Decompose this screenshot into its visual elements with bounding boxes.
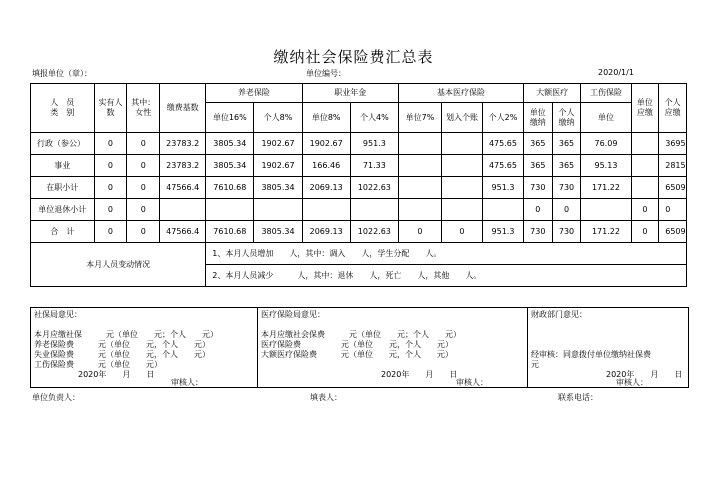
table-cell xyxy=(398,155,441,177)
table-cell: 475.65 xyxy=(482,155,523,177)
col-major-medical: 大额医疗 xyxy=(523,84,580,103)
table-cell: 1902.67 xyxy=(302,133,350,155)
medical-bureau-section xyxy=(257,307,528,388)
table-cell: 6509 xyxy=(659,221,687,243)
table-row xyxy=(31,199,687,221)
col-unit-due: 单位 应缴 xyxy=(631,84,659,133)
table-cell: 1022.63 xyxy=(350,221,398,243)
table-cell: 0 xyxy=(94,155,127,177)
table-cell: 3805.34 xyxy=(254,221,302,243)
table-cell: 730 xyxy=(552,221,581,243)
table-cell: 365 xyxy=(552,155,581,177)
table-cell xyxy=(350,199,398,221)
table-cell xyxy=(254,199,302,221)
social-bureau-section xyxy=(30,307,258,388)
table-cell: 2069.13 xyxy=(302,221,350,243)
phone-label: 联系电话： xyxy=(558,393,598,402)
col-medical-personal: 个人2% xyxy=(482,103,523,133)
medical-bureau-line: 医疗保险费 元（单位 元，个人 元） xyxy=(261,340,453,349)
table-cell xyxy=(441,133,482,155)
table-cell: 76.09 xyxy=(581,133,631,155)
table-cell: 6509 xyxy=(659,177,687,199)
changes-label: 本月人员变动情况 xyxy=(31,243,206,287)
table-cell xyxy=(398,199,441,221)
social-bureau-reviewer: 审核人： xyxy=(171,378,203,387)
row-category: 在职小计 xyxy=(31,177,95,199)
table-cell: 0 xyxy=(127,199,160,221)
table-cell: 47566.4 xyxy=(160,177,206,199)
table-cell: 3805.34 xyxy=(254,177,302,199)
table-cell: 0 xyxy=(523,199,552,221)
table-cell: 730 xyxy=(523,221,552,243)
col-base: 缴费基数 xyxy=(160,84,206,133)
finance-reviewer: 审核人： xyxy=(616,378,648,387)
table-cell xyxy=(441,177,482,199)
table-cell xyxy=(631,155,659,177)
table-cell: 23783.2 xyxy=(160,155,206,177)
col-annuity-unit: 单位8% xyxy=(302,103,350,133)
col-major-personal: 个人 缴纳 xyxy=(552,103,581,133)
table-cell: 0 xyxy=(127,221,160,243)
row-category: 行政（参公） xyxy=(31,133,95,155)
table-row xyxy=(31,155,687,177)
col-female: 其中： 女性 xyxy=(127,84,160,133)
table-cell: 95.13 xyxy=(581,155,631,177)
table-cell: 0 xyxy=(659,199,687,221)
table-row xyxy=(31,221,687,243)
table-cell xyxy=(441,199,482,221)
social-bureau-line: 工伤保险费 元（单位 元） xyxy=(34,360,162,369)
table-cell: 951.3 xyxy=(350,133,398,155)
table-cell: 166.46 xyxy=(302,155,350,177)
table-cell xyxy=(581,199,631,221)
col-medical-transfer: 划入个账 xyxy=(441,103,482,133)
changes-decrease: 2、本月人员减少 人，其中：退休 人，死亡 人，其他 人。 xyxy=(206,265,687,287)
table-cell: 2069.13 xyxy=(302,177,350,199)
table-cell: 3805.34 xyxy=(206,155,254,177)
table-cell xyxy=(302,199,350,221)
table-cell: 171.22 xyxy=(581,177,631,199)
table-cell xyxy=(160,199,206,221)
table-cell: 171.22 xyxy=(581,221,631,243)
table-cell: 0 xyxy=(94,221,127,243)
col-annuity-personal: 个人4% xyxy=(350,103,398,133)
table-cell: 475.65 xyxy=(482,133,523,155)
table-cell: 3805.34 xyxy=(206,133,254,155)
table-row xyxy=(31,177,687,199)
table-cell: 0 xyxy=(94,177,127,199)
social-bureau-title: 社保局意见： xyxy=(34,310,82,319)
table-cell: 951.3 xyxy=(482,177,523,199)
table-cell xyxy=(398,177,441,199)
table-cell: 0 xyxy=(127,133,160,155)
table-cell: 3695 xyxy=(659,133,687,155)
unit-head-label: 单位负责人： xyxy=(32,393,80,402)
medical-bureau-date: 2020年 月 日 xyxy=(381,370,458,379)
table-cell: 1022.63 xyxy=(350,177,398,199)
table-cell: 1902.67 xyxy=(254,133,302,155)
col-pension: 养老保险 xyxy=(206,84,302,103)
row-category: 事业 xyxy=(31,155,95,177)
table-cell: 1902.67 xyxy=(254,155,302,177)
finance-line: 经审核：同意拨付单位缴纳社保费 xyxy=(531,350,651,359)
table-cell: 0 xyxy=(552,199,581,221)
medical-bureau-title: 医疗保险局意见： xyxy=(261,310,325,319)
table-cell: 951.3 xyxy=(482,221,523,243)
report-date: 2020/1/1 xyxy=(598,68,634,77)
table-cell: 0 xyxy=(94,133,127,155)
table-cell: 23783.2 xyxy=(160,133,206,155)
unit-label: 填报单位（章）： xyxy=(32,69,92,78)
medical-bureau-reviewer: 审核人： xyxy=(456,378,488,387)
finance-date: 2020年 月 日 xyxy=(606,370,683,379)
col-pension-personal: 个人8% xyxy=(254,103,302,133)
table-cell xyxy=(441,155,482,177)
table-cell: 71.33 xyxy=(350,155,398,177)
table-cell: 0 xyxy=(127,155,160,177)
table-cell xyxy=(398,133,441,155)
social-bureau-date: 2020年 月 日 xyxy=(78,370,155,379)
social-bureau-line: 本月应缴社保 元（单位 元；个人 元） xyxy=(34,330,218,339)
unit-code-label: 单位编号： xyxy=(306,69,346,78)
table-cell: 7610.68 xyxy=(206,221,254,243)
table-cell: 0 xyxy=(631,199,659,221)
changes-increase: 1、本月人员增加 人，其中：调入 人，学生分配 人。 xyxy=(206,243,687,265)
table-cell: 730 xyxy=(552,177,581,199)
col-medical-unit: 单位7% xyxy=(398,103,441,133)
col-annuity: 职业年金 xyxy=(302,84,398,103)
page-title: 缴纳社会保险费汇总表 xyxy=(273,48,434,66)
table-cell xyxy=(482,199,523,221)
social-bureau-line: 失业保险费 元（单位 元，个人 元） xyxy=(34,350,210,359)
col-medical: 基本医疗保险 xyxy=(398,84,523,103)
row-category: 单位退休小计 xyxy=(31,199,95,221)
medical-bureau-line: 本月应缴社会保费 元（单位 元；个人 元） xyxy=(261,330,461,339)
table-cell: 0 xyxy=(398,221,441,243)
col-pension-unit: 单位16% xyxy=(206,103,254,133)
finance-title: 财政部门意见： xyxy=(531,310,587,319)
table-cell: 0 xyxy=(631,221,659,243)
table-cell: 47566.4 xyxy=(160,221,206,243)
table-cell: 0 xyxy=(127,177,160,199)
table-cell: 730 xyxy=(523,177,552,199)
col-person-type: 人 员 类 别 xyxy=(31,84,95,133)
table-cell: 0 xyxy=(441,221,482,243)
table-cell: 365 xyxy=(523,155,552,177)
col-injury-unit: 单位 xyxy=(581,103,631,133)
col-injury: 工伤保险 xyxy=(581,84,631,103)
col-personal-due: 个人 应缴 xyxy=(659,84,687,133)
table-cell: 365 xyxy=(523,133,552,155)
finance-line: 元 xyxy=(531,360,539,369)
table-cell xyxy=(631,133,659,155)
table-row xyxy=(31,133,687,155)
medical-bureau-line: 大额医疗保险费 元（单位 元，个人 元） xyxy=(261,350,453,359)
table-cell: 365 xyxy=(552,133,581,155)
table-cell xyxy=(206,199,254,221)
table-cell: 2815 xyxy=(659,155,687,177)
table-cell xyxy=(631,177,659,199)
table-cell: 7610.68 xyxy=(206,177,254,199)
finance-section xyxy=(527,307,689,388)
social-bureau-line: 养老保险费 元（单位 元，个人 元） xyxy=(34,340,210,349)
row-category: 合 计 xyxy=(31,221,95,243)
filler-label: 填表人： xyxy=(310,393,342,402)
summary-table xyxy=(30,83,687,287)
table-cell: 0 xyxy=(94,199,127,221)
col-major-unit: 单位 缴纳 xyxy=(523,103,552,133)
col-actual-count: 实有人 数 xyxy=(94,84,127,133)
